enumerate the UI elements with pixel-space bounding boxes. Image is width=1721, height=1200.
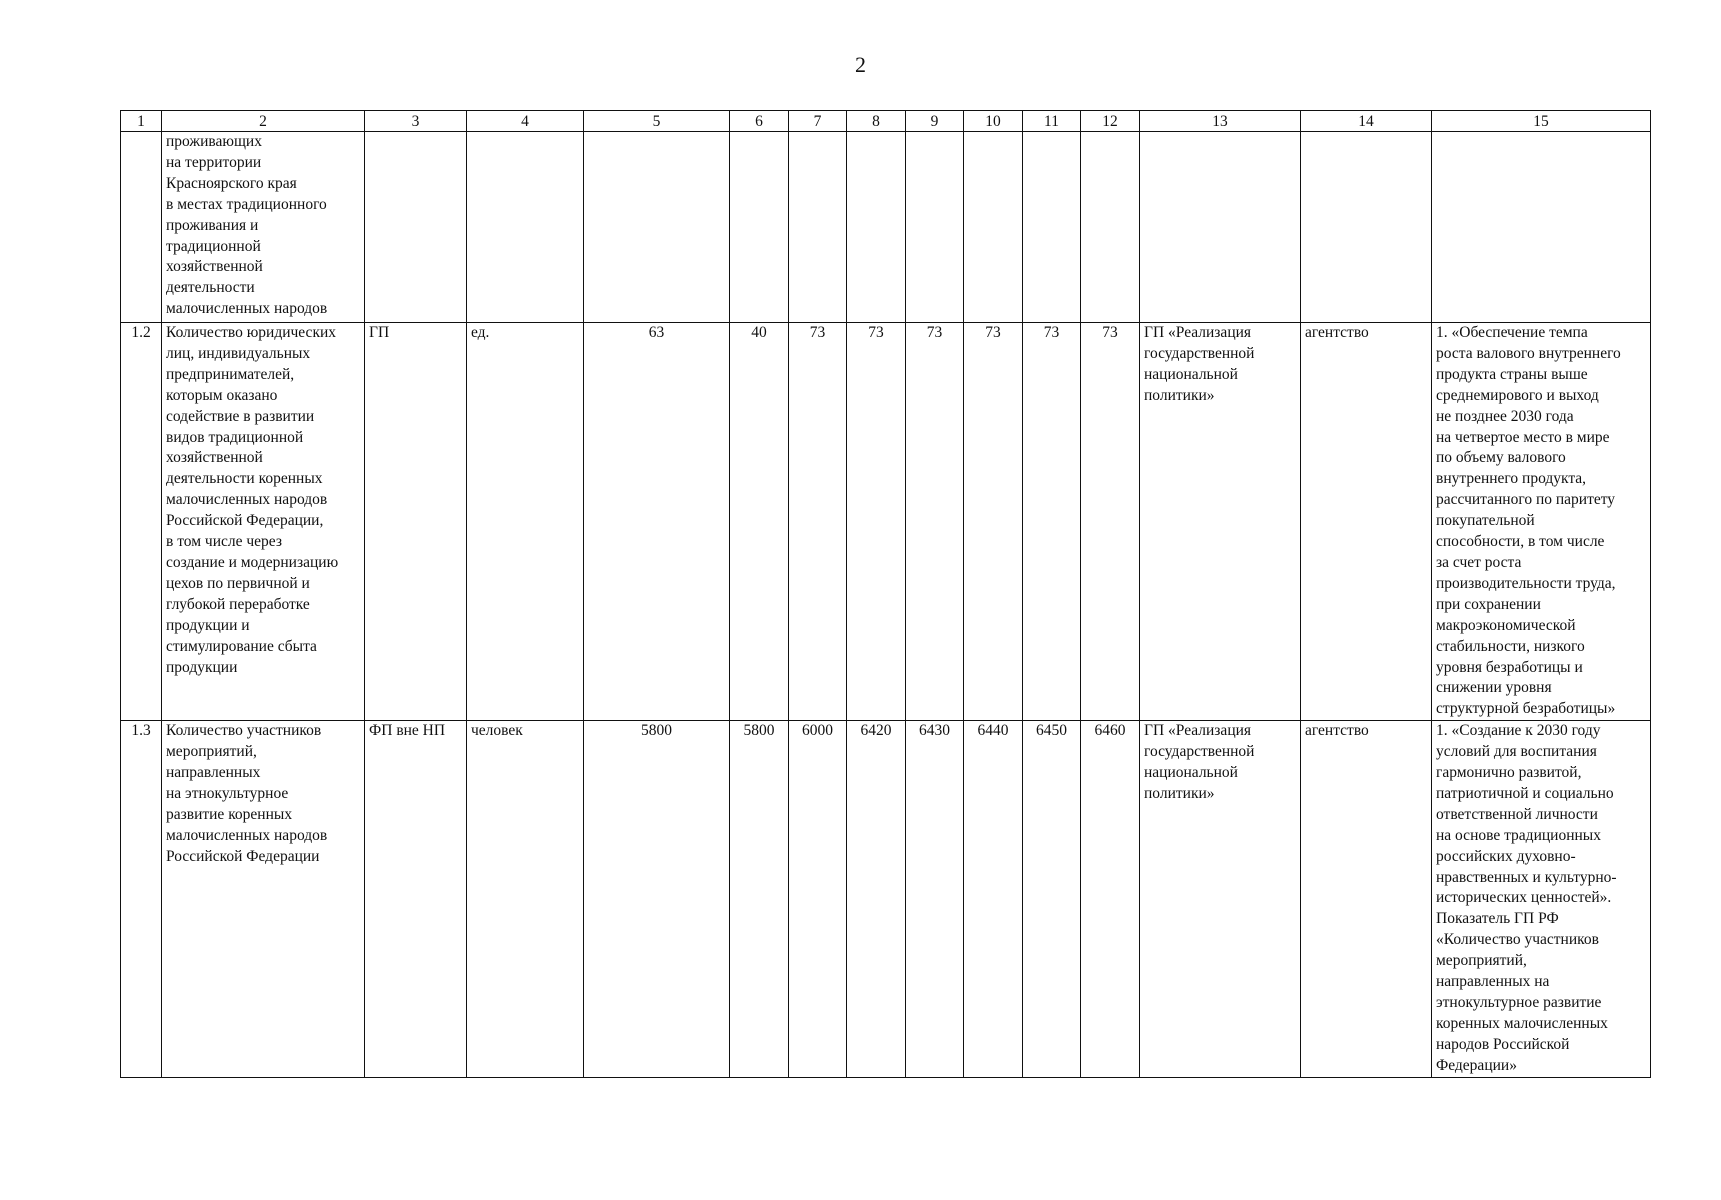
- column-header: 9: [906, 111, 964, 132]
- base-value: 63: [584, 323, 730, 721]
- year-value: 6430: [906, 721, 964, 1077]
- year-value: [730, 132, 789, 323]
- indicators-table: [120, 110, 1651, 1078]
- column-header: 6: [730, 111, 789, 132]
- responsible-body: агентство: [1301, 323, 1432, 721]
- year-value: 6000: [789, 721, 847, 1077]
- year-value: 73: [1081, 323, 1140, 721]
- row-number: [121, 132, 162, 323]
- unit-of-measure: человек: [467, 721, 584, 1077]
- indicator-type: ФП вне НП: [365, 721, 467, 1077]
- header-row: [121, 111, 1651, 132]
- program-name: ГП «Реализация государственной национальной политики»: [1140, 323, 1301, 721]
- national-goal: [1432, 132, 1651, 323]
- year-value: 6420: [847, 721, 906, 1077]
- base-value: [584, 132, 730, 323]
- table-row: [121, 721, 1651, 1077]
- column-header: 13: [1140, 111, 1301, 132]
- column-header: 7: [789, 111, 847, 132]
- column-header: 11: [1023, 111, 1081, 132]
- indicator-name: проживающих на территории Красноярского края в местах традиционного проживания и традиционной хозяйственной деятельности малочисленных народов: [162, 132, 365, 323]
- year-value: [1081, 132, 1140, 323]
- page-number: 2: [855, 52, 866, 77]
- year-value: 40: [730, 323, 789, 721]
- responsible-body: [1301, 132, 1432, 323]
- year-value: 6450: [1023, 721, 1081, 1077]
- column-header: 1: [121, 111, 162, 132]
- indicator-name: Количество юридических лиц, индивидуальных предпринимателей, которым оказано содействие в развитии видов традиционной хозяйственной деятельности коренных малочисленных народов Российской Федерации, в том числе через создание и модернизацию цехов по первичной и глубокой переработке продукции и стимулирование сбыта продукции: [162, 323, 365, 721]
- column-header: 5: [584, 111, 730, 132]
- national-goal: 1. «Обеспечение темпа роста валового внутреннего продукта страны выше среднемирового и выход не позднее 2030 года на четвертое место в мире по объему валового внутреннего продукта, рассчитанного по паритету покупательной способности, в том числе за счет роста производительности труда, при сохранении макроэкономической стабильности, низкого уровня безработицы и снижении уровня структурной безработицы»: [1432, 323, 1651, 721]
- year-value: [789, 132, 847, 323]
- indicator-name: Количество участников мероприятий, направленных на этнокультурное развитие коренных малочисленных народов Российской Федерации: [162, 721, 365, 1077]
- year-value: [1023, 132, 1081, 323]
- base-value: 5800: [584, 721, 730, 1077]
- year-value: 5800: [730, 721, 789, 1077]
- year-value: 73: [789, 323, 847, 721]
- column-header: 8: [847, 111, 906, 132]
- unit-of-measure: [467, 132, 584, 323]
- program-name: ГП «Реализация государственной национальной политики»: [1140, 721, 1301, 1077]
- table-row: [121, 323, 1651, 721]
- year-value: 73: [847, 323, 906, 721]
- row-number: 1.2: [121, 323, 162, 721]
- indicator-type: ГП: [365, 323, 467, 721]
- national-goal: 1. «Создание к 2030 году условий для воспитания гармонично развитой, патриотичной и социально ответственной личности на основе традиционных российских духовно- нравственных и культурно- исторических ценностей». Показатель ГП РФ «Количество участников мероприятий, направленных на этнокультурное развитие коренных малочисленных народов Российской Федерации»: [1432, 721, 1651, 1077]
- column-header: 2: [162, 111, 365, 132]
- column-header: 15: [1432, 111, 1651, 132]
- year-value: 73: [906, 323, 964, 721]
- year-value: 73: [1023, 323, 1081, 721]
- column-header: 3: [365, 111, 467, 132]
- year-value: 6460: [1081, 721, 1140, 1077]
- indicator-type: [365, 132, 467, 323]
- column-header: 14: [1301, 111, 1432, 132]
- year-value: 73: [964, 323, 1023, 721]
- row-number: 1.3: [121, 721, 162, 1077]
- year-value: 6440: [964, 721, 1023, 1077]
- column-header: 4: [467, 111, 584, 132]
- column-header: 12: [1081, 111, 1140, 132]
- unit-of-measure: ед.: [467, 323, 584, 721]
- table-row: [121, 132, 1651, 323]
- program-name: [1140, 132, 1301, 323]
- year-value: [847, 132, 906, 323]
- column-header: 10: [964, 111, 1023, 132]
- year-value: [906, 132, 964, 323]
- responsible-body: агентство: [1301, 721, 1432, 1077]
- year-value: [964, 132, 1023, 323]
